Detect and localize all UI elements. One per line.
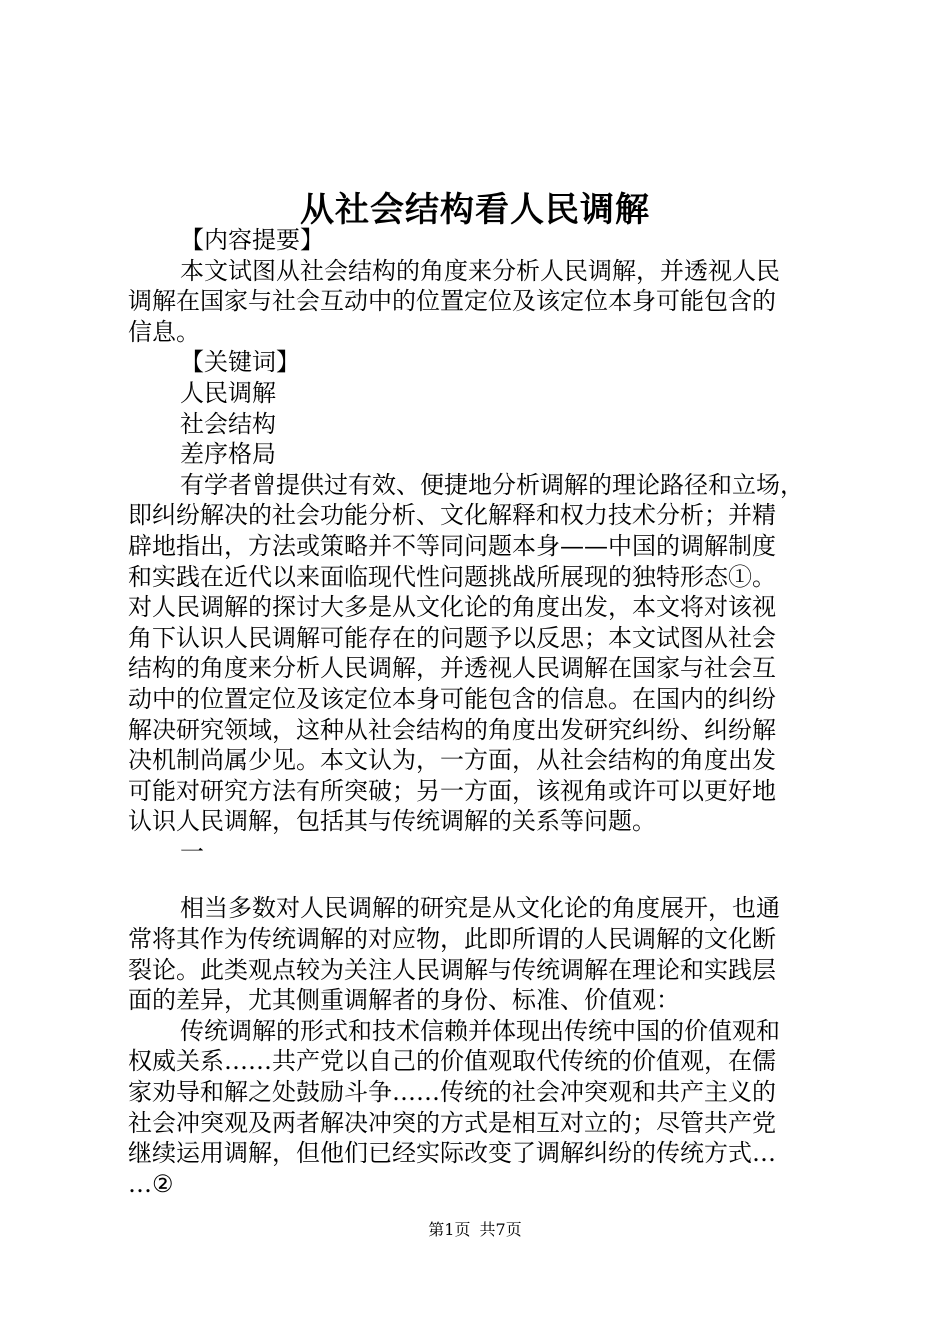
text-line: 角下认识人民调解可能存在的问题予以反思；本文试图从社会: [128, 623, 776, 652]
text-line: 认识人民调解，包括其与传统调解的关系等问题。: [128, 807, 656, 836]
text-line: 社会结构: [180, 409, 276, 438]
document-body: [128, 225, 828, 1199]
page-total-label: 共7页: [479, 1220, 522, 1239]
document-title: 从社会结构看人民调解: [300, 190, 650, 230]
text-line: 面的差异，尤其侧重调解者的身份、标准、价值观：: [128, 986, 680, 1015]
text-line: 即纠纷解决的社会功能分析、文化解释和权力技术分析；并精: [128, 501, 776, 530]
text-line: 继续运用调解，但他们已经实际改变了调解纠纷的传统方式…: [128, 1139, 776, 1168]
text-line: 信息。: [128, 317, 200, 346]
text-line: 有学者曾提供过有效、便捷地分析调解的理论路径和立场，: [180, 470, 804, 499]
text-line: 人民调解: [180, 378, 276, 407]
text-line: 和实践在近代以来面临现代性问题挑战所展现的独特形态①。: [128, 562, 776, 591]
text-line: 差序格局: [180, 440, 276, 469]
text-line: 相当多数对人民调解的研究是从文化论的角度展开，也通: [180, 894, 780, 923]
text-line: 辟地指出，方法或策略并不等同问题本身——中国的调解制度: [128, 531, 776, 560]
text-line: 传统调解的形式和技术信赖并体现出传统中国的价值观和: [180, 1016, 780, 1045]
text-line: 裂论。此类观点较为关注人民调解与传统调解在理论和实践层: [128, 955, 776, 984]
text-line: 社会冲突观及两者解决冲突的方式是相互对立的；尽管共产党: [128, 1108, 776, 1137]
text-line: 本文试图从社会结构的角度来分析人民调解，并透视人民: [180, 256, 780, 285]
text-line: 【内容提要】: [180, 226, 324, 254]
page-footer: [0, 1218, 950, 1242]
blank-line: [128, 867, 828, 893]
text-line: 常将其作为传统调解的对应物，此即所谓的人民调解的文化断: [128, 925, 776, 954]
text-line: 【关键词】: [180, 348, 300, 377]
text-line: 决机制尚属少见。本文认为，一方面，从社会结构的角度出发: [128, 746, 776, 775]
text-line: 动中的位置定位及该定位本身可能包含的信息。在国内的纠纷: [128, 684, 776, 713]
text-line: 解决研究领域，这种从社会结构的角度出发研究纠纷、纠纷解: [128, 715, 776, 744]
text-line: 家劝导和解之处鼓励斗争……传统的社会冲突观和共产主义的: [128, 1078, 776, 1107]
page-number-label: 第1页: [428, 1220, 471, 1239]
text-line: 调解在国家与社会互动中的位置定位及该定位本身可能包含的: [128, 287, 776, 316]
text-line: 可能对研究方法有所突破；另一方面，该视角或许可以更好地: [128, 776, 776, 805]
text-line: 结构的角度来分析人民调解，并透视人民调解在国家与社会互: [128, 654, 776, 683]
text-line: 对人民调解的探讨大多是从文化论的角度出发，本文将对该视: [128, 593, 776, 622]
text-line: 一: [180, 837, 204, 866]
text-line: 权威关系……共产党以自己的价值观取代传统的价值观，在儒: [128, 1047, 776, 1076]
text-line: …②: [128, 1169, 174, 1198]
